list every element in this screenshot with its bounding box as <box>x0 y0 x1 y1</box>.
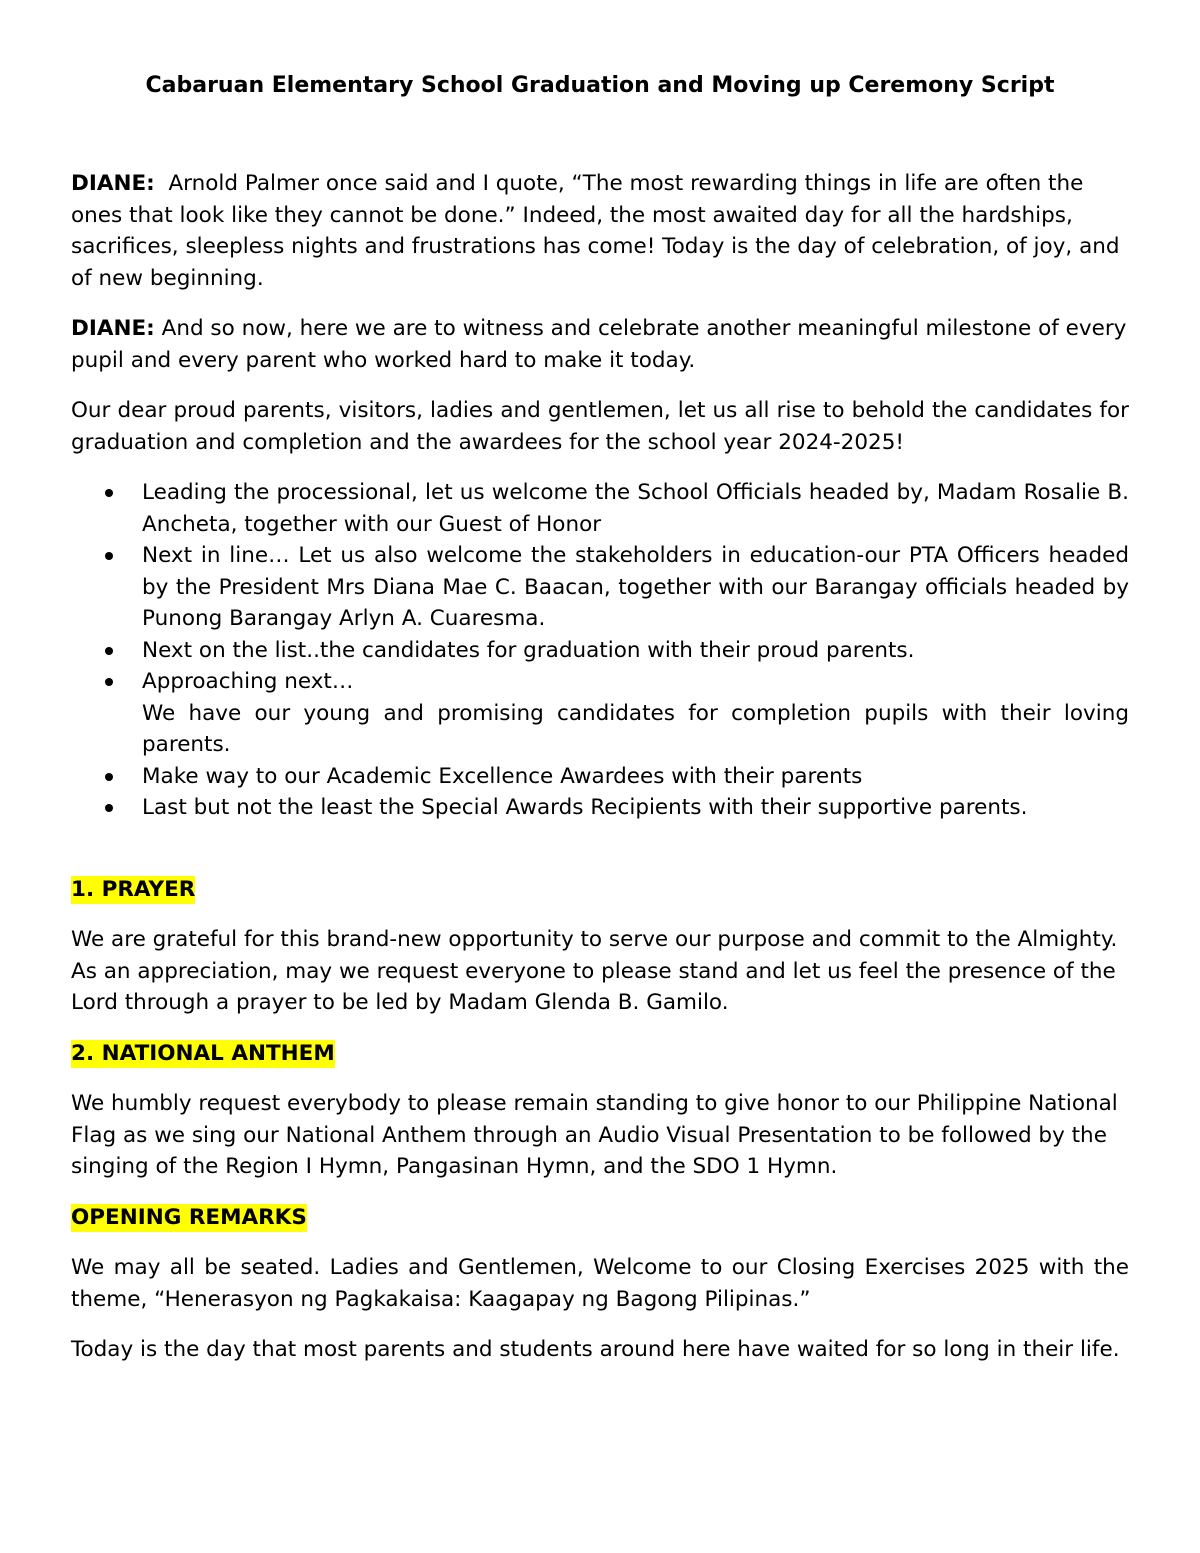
list-item <box>71 792 1129 824</box>
bullet-dot-icon <box>105 647 113 655</box>
milestone-paragraph <box>71 313 1129 376</box>
list-item <box>71 761 1129 793</box>
bullet-dot-icon <box>105 552 113 560</box>
bullet-dot-icon <box>105 489 113 497</box>
list-item <box>71 477 1129 540</box>
prayer-paragraph: We are grateful for this brand-new opportunity to serve our purpose and commit to the Almighty. As an appreciation, may we request everyone to please stand and let us feel the presence of the Lord through a prayer to be led by Madam Glenda B. Gamilo. <box>71 927 1118 1015</box>
bullet-dot-icon <box>105 678 113 686</box>
anthem-paragraph: We humbly request everybody to please remain standing to give honor to our Philippine National Flag as we sing our National Anthem through an Audio Visual Presentation to be followed by the singing of the Region I Hymn, Pangasinan Hymn, and the SDO 1 Hymn. <box>71 1091 1118 1179</box>
list-item-text: Next on the list..the candidates for graduation with their proud parents. <box>142 637 915 663</box>
bullet-dot-icon <box>105 773 113 781</box>
list-item <box>71 666 1129 761</box>
section-heading-anthem <box>71 1038 1129 1070</box>
milestone-text: And so now, here we are to witness and celebrate another meaningful milestone of every pupil and every parent who worked hard to make it today. <box>71 316 1127 373</box>
speaker-label: DIANE: <box>71 316 155 341</box>
list-item-text: Approaching next… <box>142 669 354 694</box>
section-heading-opening-remarks <box>71 1202 1129 1234</box>
list-item <box>71 635 1129 667</box>
list-item-text: Make way to our Academic Excellence Awardees with their parents <box>142 763 863 789</box>
opening-remarks-paragraph: We may all be seated. Ladies and Gentlemen, Welcome to our Closing Exercises 2025 with the theme, “Henerasyon ng Pagkakaisa: Kaagapay ng Bagong Pilipinas.” <box>71 1255 1129 1312</box>
list-item-text: Last but not the least the Special Awards Recipients with their supportive parents. <box>142 795 1028 820</box>
highlighted-heading: OPENING REMARKS <box>71 1204 307 1230</box>
intro-text: Arnold Palmer once said and I quote, “The most rewarding things in life are often the ones that look like they cannot be done.” Indeed, the most awaited day for all the hardships, sacrifices, sleepless nights and frustrations has come! Today is the day of celebration, of joy, and of new beginning. <box>71 171 1120 291</box>
rise-paragraph: Our dear proud parents, visitors, ladies and gentlemen, let us all rise to behold the candidates for graduation and completion and the awardees for the school year 2024-2025! <box>71 398 1129 455</box>
document-title: Cabaruan Elementary School Graduation and Moving up Ceremony Script <box>145 73 1055 98</box>
speaker-label: DIANE: <box>71 171 155 196</box>
section-heading-prayer <box>71 874 1129 906</box>
list-item <box>71 540 1129 635</box>
list-item-text: Next in line… Let us also welcome the stakeholders in education-our PTA Officers headed by the President Mrs Diana Mae C. Baacan, together with our Barangay officials headed by Punong Barangay Arlyn A. Cuaresma. <box>142 543 1129 631</box>
list-item-text: We have our young and promising candidates for completion pupils with their loving parents. <box>142 700 1129 757</box>
intro-paragraph <box>71 168 1129 294</box>
closing-paragraph: Today is the day that most parents and students around here have waited for so long in their life. <box>71 1337 1120 1362</box>
list-item-text: Leading the processional, let us welcome the School Officials headed by, Madam Rosalie B. Ancheta, together with our Guest of Honor <box>142 480 1129 537</box>
bullet-dot-icon <box>105 804 113 812</box>
highlighted-heading: 1. PRAYER <box>71 876 196 902</box>
highlighted-heading: 2. NATIONAL ANTHEM <box>71 1040 335 1066</box>
processional-list <box>71 477 1129 824</box>
